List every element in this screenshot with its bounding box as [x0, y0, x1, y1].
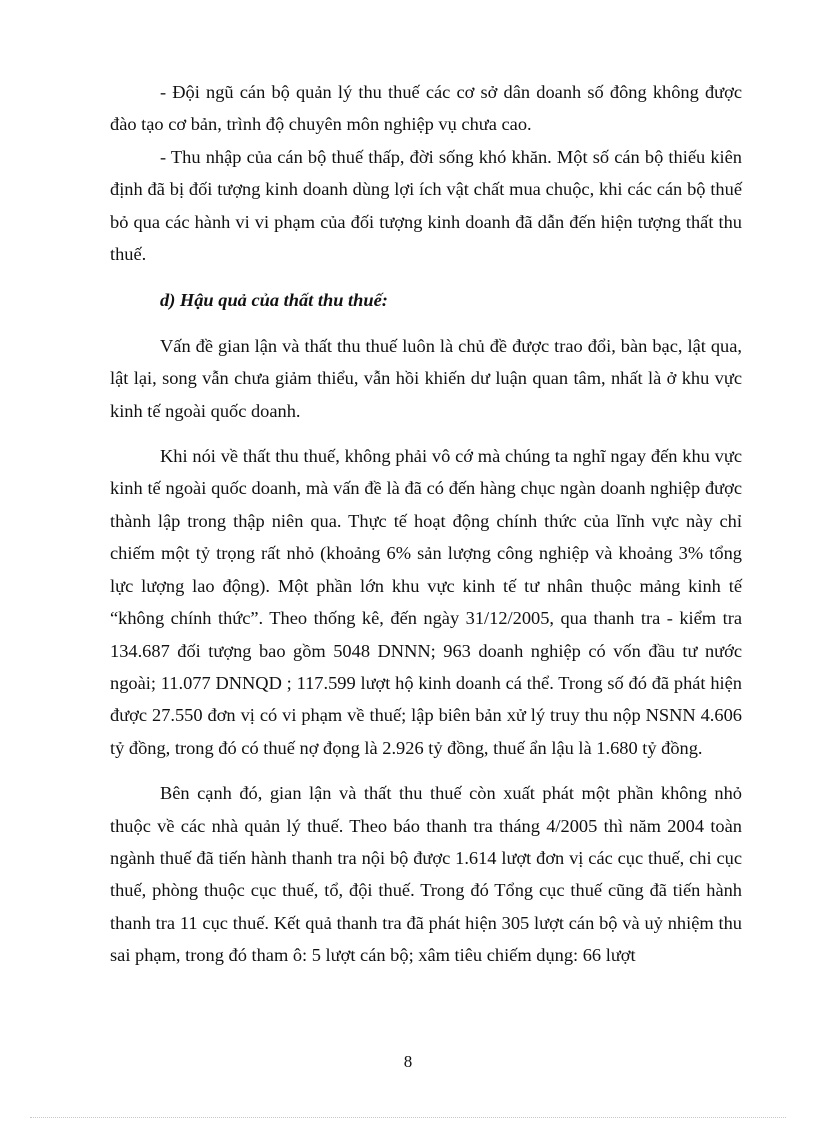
page-number: 8 — [403, 1052, 413, 1071]
paragraph-tax-fraud-issue: Vấn đề gian lận và thất thu thuế luôn là chủ đề được trao đổi, bàn bạc, lật qua, lật lại, song vẫn chưa giảm thiểu, vẫn hồi khiến dư luận quan tâm, nhất là ở khu vực kinh tế ngoài quốc doanh. — [110, 335, 742, 421]
paragraph-tax-managers: Bên cạnh đó, gian lận và thất thu thuế còn xuất phát một phần không nhỏ thuộc về các nhà quản lý thuế. Theo báo thanh tra tháng 4/2005 thì năm 2004 toàn ngành thuế đã tiến hành thanh tra nội bộ được 1.614 lượt đơn vị các cục thuế, chi cục thuế, phòng thuộc cục thuế, tổ, đội thuế. Trong đó Tổng cục thuế cũng đã tiến hành thanh tra 11 cục thuế. Kết quả thanh tra đã phát hiện 305 lượt cán bộ và uỷ nhiệm thu sai phạm, trong đó tham ô: 5 lượt cán bộ; xâm tiêu chiếm dụng: 66 lượt — [110, 783, 742, 966]
document-body — [110, 76, 742, 972]
paragraph-low-income: - Thu nhập của cán bộ thuế thấp, đời sống khó khăn. Một số cán bộ thiếu kiên định đã bị đối tượng kinh doanh dùng lợi ích vật chất mua chuộc, khi các cán bộ thuế bỏ qua các hành vi vi phạm của đối tượng kinh doanh đã dẫn đến hiện tượng thất thu thuế. — [110, 146, 742, 265]
section-heading: d) Hậu quả của thất thu thuế: — [160, 290, 388, 311]
page-bottom-divider — [30, 1117, 786, 1118]
paragraph-non-state-sector: Khi nói về thất thu thuế, không phải vô cớ mà chúng ta nghĩ ngay đến khu vực kinh tế ngoài quốc doanh, mà vấn đề là đã có đến hàng chục ngàn doanh nghiệp được thành lập trong thập niên qua. Thực tế hoạt động chính thức của lĩnh vực này chỉ chiếm một tỷ trọng rất nhỏ (khoảng 6% sản lượng công nghiệp và khoảng 3% tổng lực lượng lao động). Một phần lớn khu vực kinh tế tư nhân thuộc mảng kinh tế “không chính thức”. Theo thống kê, đến ngày 31/12/2005, qua thanh tra - kiểm tra 134.687 đối tượng bao gồm 5048 DNNN; 963 doanh nghiệp có vốn đầu tư nước ngoài; 11.077 DNNQD ; 117.599 lượt hộ kinh doanh cá thể. Trong số đó đã phát hiện được 27.550 đơn vị có vi phạm về thuế; lập biên bản xử lý truy thu nộp NSNN 4.606 tỷ đồng, trong đó có thuế nợ đọng là 2.926 tỷ đồng, thuế ẩn lậu là 1.680 tỷ đồng. — [110, 446, 742, 758]
paragraph-staff-training: - Đội ngũ cán bộ quản lý thu thuế các cơ sở dân doanh số đông không được đào tạo cơ bản, trình độ chuyên môn nghiệp vụ chưa cao. — [110, 82, 742, 135]
